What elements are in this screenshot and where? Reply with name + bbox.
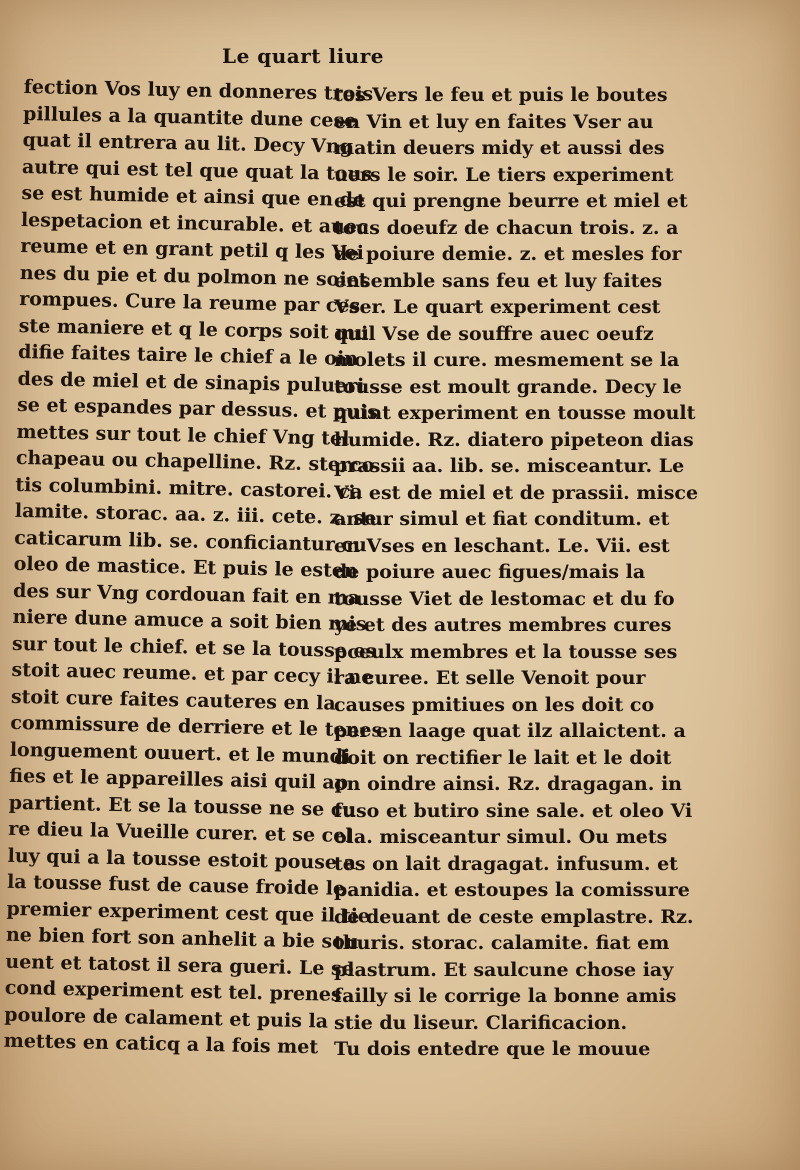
- right-text-column: [334, 82, 699, 1063]
- text-line: caticarum lib. se. conficiantur cu: [14, 526, 368, 556]
- text-line: stoit auec reume. et par cecy il ne: [11, 658, 374, 689]
- text-line: difie faites taire le chief a le oin: [17, 340, 359, 371]
- text-line: cond experiment est tel. prenes: [4, 976, 342, 1006]
- text-line: mettes en caticq a la fois met: [3, 1029, 319, 1059]
- text-line: ola. misceantur simul. Ou mets: [334, 826, 668, 848]
- text-line: en Vses en leschant. Le. Vii. est: [334, 534, 670, 557]
- text-line: stie du liseur. Clarificacion.: [334, 1011, 628, 1034]
- text-line: thuris. storac. calamite. fiat em: [334, 932, 670, 954]
- text-line: fection Vos luy en donneres trois: [23, 75, 374, 106]
- text-line: plastrum. Et saulcune chose iay: [334, 958, 674, 981]
- text-line: la tousse fust de cause froide le: [6, 870, 346, 900]
- text-line: fuso et butiro sine sale. et oleo Vi: [334, 799, 693, 822]
- text-line: ye et des autres membres cures: [334, 614, 672, 636]
- text-line: luy qui a la tousse estoit pouse a: [7, 844, 357, 874]
- text-line: stoit cure faites cauteres en la: [10, 685, 336, 715]
- text-line: per en laage quat ilz allaictent. a: [334, 720, 686, 742]
- text-line: Tu dois entedre que le mouue: [334, 1038, 651, 1060]
- text-line: uent et tatost il sera gueri. Le se: [5, 950, 355, 980]
- text-line: quat il entrera au lit. Decy Vng: [22, 128, 354, 158]
- text-line: oleo de mastice. Et puis le esten: [13, 552, 359, 583]
- text-line: quil Vse de souffre auec oeufz: [334, 322, 654, 345]
- text-line: causes pmitiues on les doit co: [334, 693, 655, 716]
- text-line: autre qui est tel que quat la tous: [21, 155, 373, 185]
- text-line: lamite. storac. aa. z. iii. cete. z. se.: [14, 499, 384, 530]
- text-line: re dieu la Vueille curer. et se cel: [7, 817, 353, 848]
- text-line: matin deuers midy et aussi des: [334, 137, 665, 159]
- text-line: molets il cure. mesmement se la: [334, 349, 680, 371]
- text-line: ensemble sans feu et luy faites: [334, 269, 663, 292]
- text-line: de deuant de ceste emplastre. Rz.: [334, 905, 694, 928]
- text-line: tis columbini. mitre. castorei. ca: [15, 473, 363, 503]
- text-line: pillules a la quantite dune cese: [22, 102, 357, 132]
- text-line: des de miel et de sinapis pulueri: [17, 367, 365, 397]
- text-line: lespetacion et incurable. et auec: [20, 208, 369, 238]
- text-line: se et espandes par dessus. et puis: [16, 393, 379, 424]
- text-line: quint experiment en tousse moult: [334, 402, 696, 424]
- text-line: chapeau ou chapelline. Rz. sterco: [15, 446, 375, 477]
- text-line: tousse est moult grande. Decy le: [334, 375, 682, 398]
- text-line: mettes sur tout le chief Vng tel: [16, 420, 350, 450]
- text-line: sur tout le chief. et se la tousse es: [11, 632, 377, 663]
- text-line: on oindre ainsi. Rz. dragagan. in: [334, 773, 682, 795]
- text-line: des sur Vng cordouan fait en ma: [12, 579, 361, 609]
- text-line: pceulx membres et la tousse ses: [334, 640, 678, 663]
- text-line: antur simul et fiat conditum. et: [334, 508, 670, 530]
- text-line: reume et en grant petil q les Vei: [20, 234, 365, 265]
- text-line: ne bien fort son anhelit a bie sou: [5, 923, 359, 954]
- text-line: failly si le corrige la bonne amis: [334, 985, 677, 1007]
- text-line: Vi. est de miel et de prassii. misce: [334, 481, 699, 504]
- text-line: Vser. Le quart experiment cest: [334, 296, 661, 318]
- text-line: doit on rectifier le lait et le doit: [334, 746, 672, 769]
- text-line: humide. Rz. diatero pipeteon dias: [334, 428, 694, 451]
- text-line: tousse Viet de lestomac et du fo: [334, 587, 675, 610]
- text-line: uers le soir. Le tiers experiment: [334, 163, 674, 186]
- text-line: poulore de calament et puis la: [4, 1003, 329, 1033]
- text-line: tes on lait dragagat. infusum. et: [334, 852, 678, 875]
- text-line: ra curee. Et selle Venoit pour: [334, 667, 646, 689]
- text-line: longuement ouuert. et le mundi: [9, 738, 351, 768]
- text-line: ste maniere et q le corps soit mu: [18, 314, 370, 344]
- text-line: fies et le appareilles aisi quil ap: [9, 764, 349, 794]
- text-line: partient. Et se la tousse ne se cu: [8, 791, 357, 821]
- running-header: Le quart liure: [222, 44, 384, 68]
- text-line: se est humide et ainsi que en de: [21, 181, 366, 212]
- text-line: de poiure auec figues/mais la: [334, 561, 646, 583]
- text-line: panidia. et estoupes la comissure: [334, 879, 690, 901]
- text-line: tes Vers le feu et puis le boutes: [334, 84, 668, 106]
- text-line: de poiure demie. z. et mesles for: [334, 243, 682, 265]
- text-line: commissure de derriere et le tenes: [10, 711, 383, 742]
- text-line: en Vin et luy en faites Vser au: [334, 110, 654, 133]
- text-line: rompues. Cure la reume par ces: [19, 287, 361, 318]
- left-text-column: [3, 74, 384, 1061]
- text-line: premier experiment cest que il tie: [6, 897, 371, 927]
- text-line: prassii aa. lib. se. misceantur. Le: [334, 455, 685, 477]
- text-line: est qui prengne beurre et miel et: [334, 190, 688, 212]
- text-line: nes du pie et du polmon ne soiet: [19, 261, 368, 291]
- text-line: tous doeufz de chacun trois. z. a: [334, 216, 679, 239]
- text-line: niere dune amuce a soit bien mis: [12, 605, 367, 636]
